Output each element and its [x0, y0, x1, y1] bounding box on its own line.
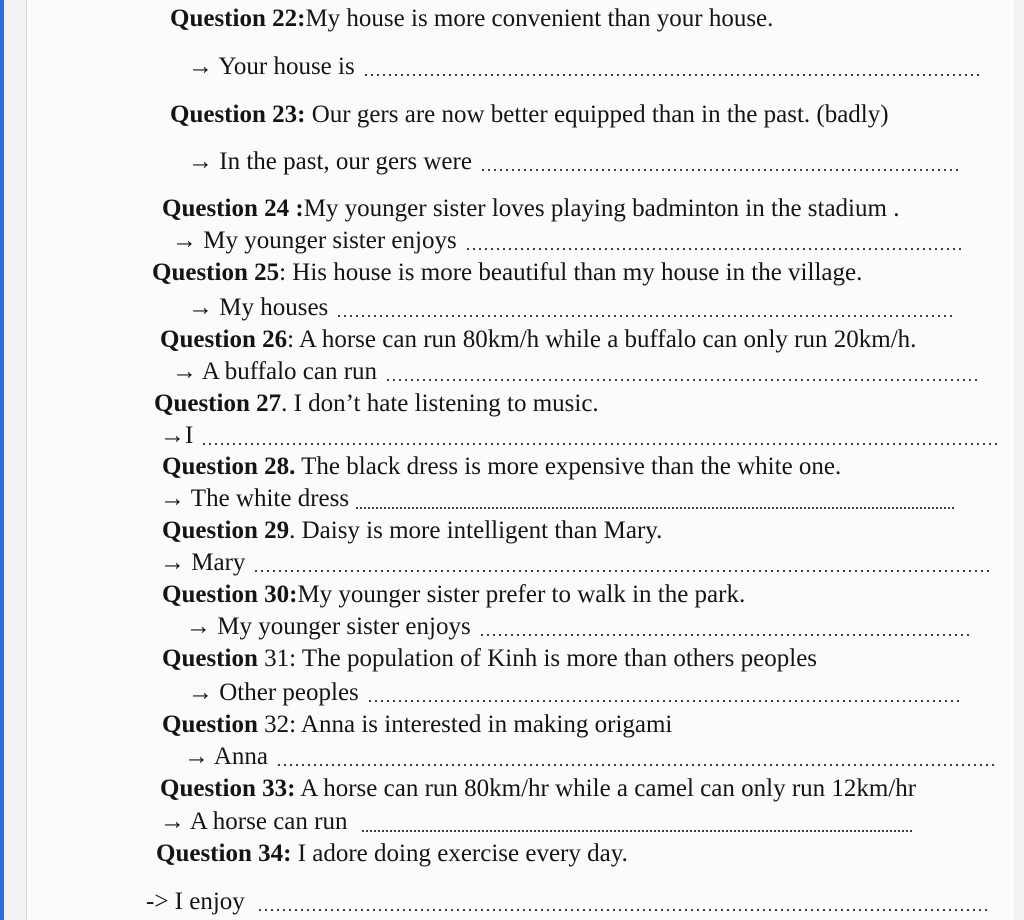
- question-29: [162, 516, 662, 546]
- question-22-label: Question 22:: [170, 5, 306, 32]
- question-23: [170, 100, 889, 130]
- question-26-label: Question 26: [160, 326, 288, 353]
- question-22-text: My house is more convenient than your house.: [305, 5, 774, 32]
- answer-32-blank: [276, 762, 996, 768]
- answer-25-blank: [336, 313, 956, 319]
- question-27-label: Question 27: [154, 390, 282, 417]
- question-27: [154, 389, 599, 419]
- question-24-text: My younger sister loves playing badminton in the stadium .: [303, 195, 900, 222]
- answer-32-text: → Anna: [184, 743, 269, 770]
- question-23-label: Question 23:: [170, 101, 306, 128]
- answer-22: [188, 52, 983, 82]
- answer-31: [188, 678, 959, 708]
- answer-28: [160, 484, 955, 514]
- question-27-text: . I don’t hate listening to music.: [281, 390, 599, 417]
- question-25-text: : His house is more beautiful than my house in the village.: [279, 259, 863, 286]
- question-33: [160, 774, 916, 804]
- answer-22-blank: [363, 72, 983, 78]
- answer-25-text: → My houses: [188, 294, 329, 321]
- answer-23-text: → In the past, our gers were: [188, 148, 472, 175]
- question-25-label: Question 25: [152, 259, 280, 286]
- answer-33-blank: [361, 829, 913, 833]
- viewer-right-edge: [1014, 0, 1024, 920]
- question-28: [162, 452, 841, 482]
- question-32: [162, 710, 672, 740]
- question-28-label: Question 28.: [162, 453, 296, 480]
- answer-29: [160, 548, 991, 578]
- answer-28-text: → The white dress: [160, 485, 350, 512]
- question-28-text: The black dress is more expensive than the white one.: [295, 453, 842, 480]
- answer-31-blank: [367, 698, 959, 704]
- answer-24-text: → My younger sister enjoys: [172, 227, 457, 254]
- answer-23: [188, 147, 960, 177]
- answer-30: [186, 612, 969, 642]
- question-29-label: Question 29: [162, 517, 290, 544]
- answer-23-blank: [480, 167, 960, 173]
- question-31-text: 31: The population of Kinh is more than others peoples: [257, 645, 818, 672]
- answer-29-blank: [253, 568, 991, 574]
- answer-25: [188, 293, 956, 323]
- answer-32: [184, 742, 996, 772]
- question-34-text: I adore doing exercise every day.: [291, 840, 628, 867]
- answer-22-text: → Your house is: [188, 53, 355, 80]
- question-32-label: Question: [162, 711, 258, 738]
- question-33-text: A horse can run 80km/hr while a camel can only run 12km/hr: [295, 775, 917, 802]
- question-23-text: Our gers are now better equipped than in the past. (badly): [305, 101, 889, 128]
- question-26-text: : A horse can run 80km/h while a buffalo can only run 20km/h.: [287, 326, 917, 353]
- question-26: [160, 325, 916, 355]
- answer-26-text: → A buffalo can run: [172, 358, 378, 385]
- answer-30-text: → My younger sister enjoys: [186, 613, 471, 640]
- answer-33-text: → A horse can run: [160, 808, 348, 835]
- answer-28-blank: [355, 506, 955, 510]
- question-25: [152, 258, 862, 288]
- question-34-label: Question 34:: [156, 840, 292, 867]
- question-29-text: . Daisy is more intelligent than Mary.: [289, 517, 663, 544]
- question-33-label: Question 33:: [160, 775, 296, 802]
- answer-27-blank: [201, 441, 997, 447]
- question-30-label: Question 30:: [162, 581, 298, 608]
- answer-29-text: → Mary: [160, 549, 246, 576]
- answer-30-blank: [479, 632, 969, 638]
- answer-33: [160, 807, 913, 837]
- question-32-text: 32: Anna is interested in making origami: [257, 711, 673, 738]
- question-34: [156, 839, 628, 869]
- question-31-label: Question: [162, 645, 258, 672]
- question-30: [162, 580, 745, 610]
- answer-34: [146, 887, 989, 917]
- question-22: [170, 4, 773, 34]
- answer-34-text: -> I enjoy: [146, 888, 245, 915]
- question-24-label: Question 24 :: [162, 195, 304, 222]
- question-31: [162, 644, 817, 674]
- viewer-left-gutter: [4, 0, 27, 920]
- answer-27: [160, 421, 997, 451]
- answer-34-blank: [257, 907, 989, 913]
- answer-26: [172, 357, 979, 387]
- answer-24-blank: [465, 246, 965, 252]
- answer-24: [172, 226, 965, 256]
- answer-27-text: →I: [160, 422, 194, 449]
- answer-31-text: → Other peoples: [188, 679, 359, 706]
- answer-26-blank: [385, 377, 979, 383]
- question-30-text: My younger sister prefer to walk in the park.: [297, 581, 746, 608]
- question-24: [162, 194, 899, 224]
